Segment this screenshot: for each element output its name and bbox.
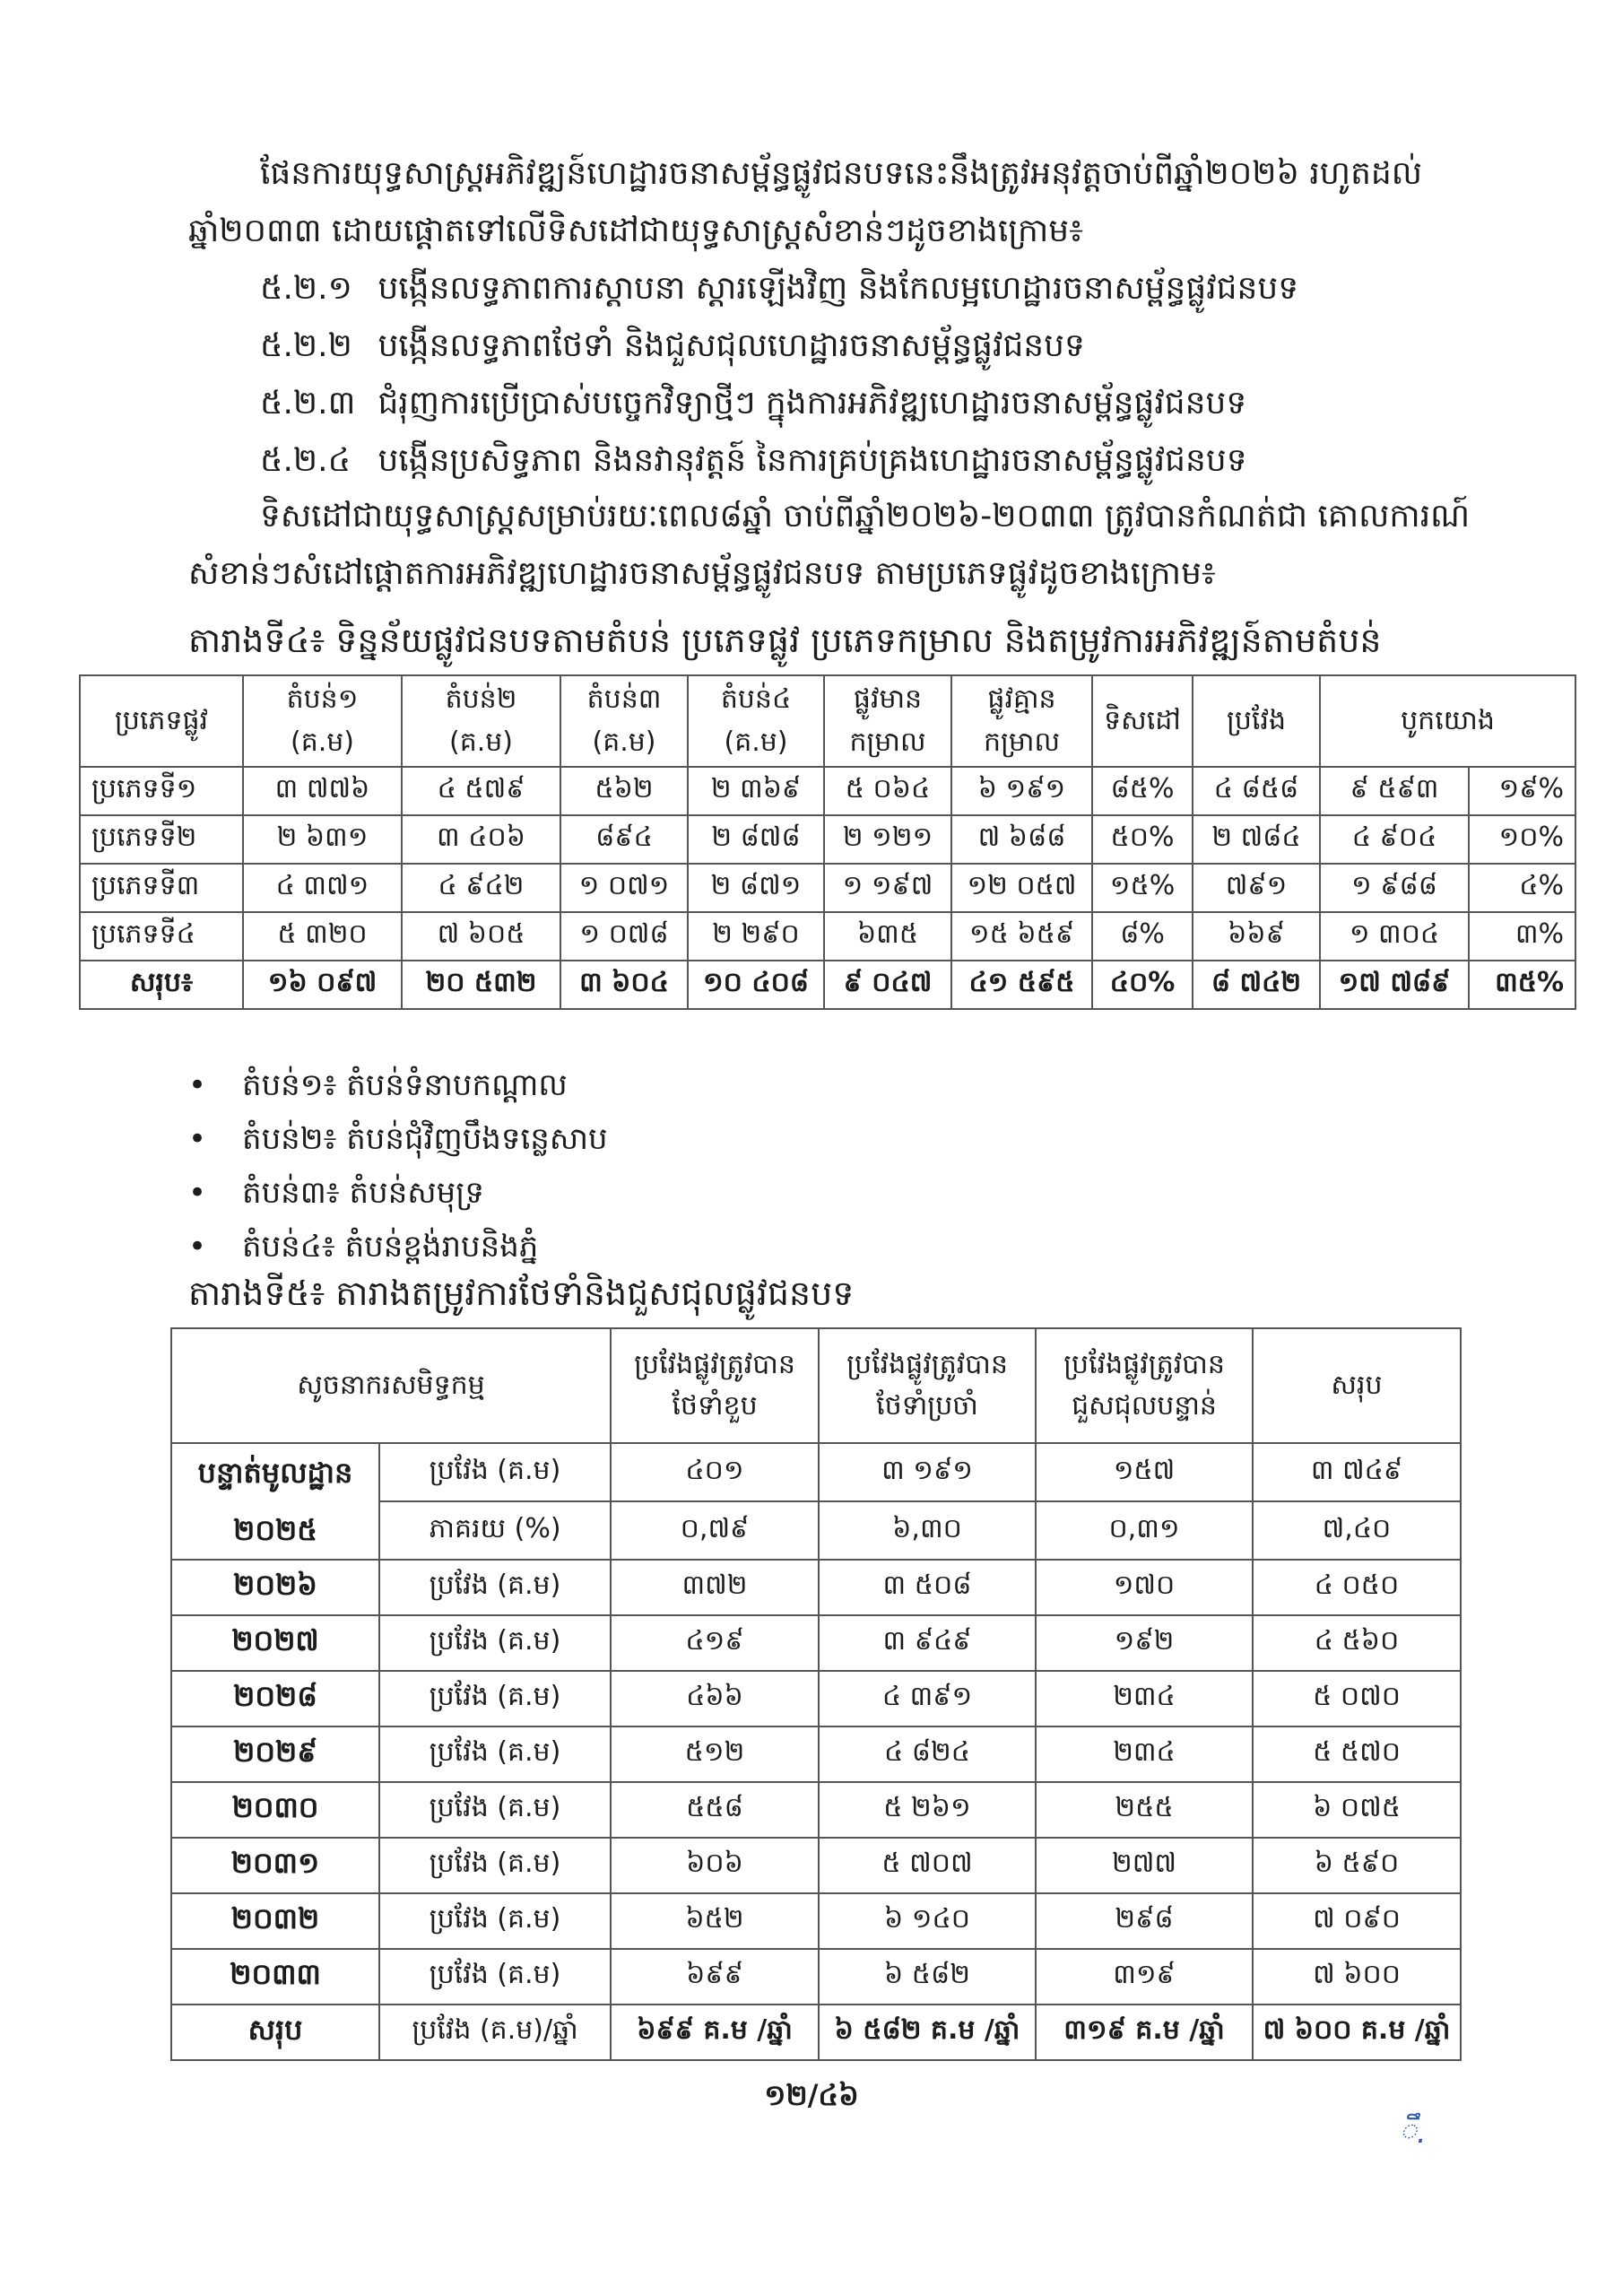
row-label: ប្រភេទទី៣ (80, 864, 243, 912)
table-row (171, 1893, 1461, 1949)
table-cell: ៥ ០៧០ (1253, 1671, 1461, 1726)
table-cell: ៦៩៩ (611, 1949, 819, 2005)
table-cell: ១០% (1469, 815, 1575, 864)
strategy-item (260, 375, 1246, 432)
header-cell: ផ្លូវគ្មាន កម្រាល (951, 675, 1092, 767)
header-cell: ប្រវែងផ្លូវត្រូវបាន ថែទាំប្រចាំ (819, 1328, 1036, 1443)
table-cell: ២ ៣៦៩ (688, 767, 824, 815)
intro-line-2: ឆ្នាំ២០៣៣ ដោយផ្តោតទៅលើទិសដៅជាយុទ្ធសាស្ត្រសំខាន់ៗដូចខាងក្រោម៖ (188, 213, 1083, 249)
table-cell: ៣៥% (1469, 961, 1575, 1009)
table-cell: ៤ ៩០៤ (1320, 815, 1469, 864)
table-cell: ២៧៧ (1036, 1838, 1253, 1893)
table-cell: ១៥ ៦៥៩ (951, 912, 1092, 961)
list-item: • តំបន់២៖ តំបន់ជុំវិញបឹងទន្លេសាប (188, 1112, 608, 1166)
table-cell: ៦,៣០ (819, 1501, 1036, 1560)
table-cell: ៥ ២៦១ (819, 1782, 1036, 1838)
table-cell: ០,៧៩ (611, 1501, 819, 1560)
table-cell: ៧៩១ (1193, 864, 1320, 912)
table-cell: ប្រវែង (គ.ម) (379, 1560, 611, 1615)
table-cell: ប្រវែង (គ.ម) (379, 1838, 611, 1893)
table-cell: ៣ ៥០៨ (819, 1560, 1036, 1615)
table-cell: ១ ៩៨៨ (1320, 864, 1469, 912)
table-cell: ៨៥% (1092, 767, 1193, 815)
table-cell: ២៥៥ (1036, 1782, 1253, 1838)
year-cell: ២០២៦ (171, 1560, 379, 1615)
table-cell: ៣ ៧៤៩ (1253, 1443, 1461, 1501)
table-cell: ២ ២៩០ (688, 912, 824, 961)
table-cell: ២ ៦៣១ (243, 815, 402, 864)
table-row (80, 912, 1575, 961)
table-cell: ០,៣១ (1036, 1501, 1253, 1560)
table-cell: ៦៦៩ (1193, 912, 1320, 961)
table-cell: ២៩៨ (1036, 1893, 1253, 1949)
table-cell: ប្រវែង (គ.ម) (379, 1671, 611, 1726)
table-cell: ១៩២ (1036, 1615, 1253, 1671)
year-cell: ២០៣២ (171, 1893, 379, 1949)
table-cell: ៤ ៣៧១ (243, 864, 402, 912)
strategy-item-number: ៥.២.៤ (260, 442, 352, 479)
table-cell: ៥ ៣២០ (243, 912, 402, 961)
table-cell: ប្រវែង (គ.ម) (379, 1949, 611, 2005)
table-cell: ៩ ០៤៧ (824, 961, 951, 1009)
table-cell: ៧ ៦៨៨ (951, 815, 1092, 864)
table-header-row (171, 1328, 1461, 1443)
table-cell: ១៥៧ (1036, 1443, 1253, 1501)
year-cell: ២០៣១ (171, 1838, 379, 1893)
table-total-row (80, 961, 1575, 1009)
list-item: • តំបន់៣៖ តំបន់សមុទ្រ (188, 1166, 608, 1220)
table-cell: ៩ ៥៩៣ (1320, 767, 1469, 815)
header-cell: តំបន់១ (គ.ម) (243, 675, 402, 767)
table-cell: ១ ០៧១ (560, 864, 688, 912)
table-cell: ២ ១២១ (824, 815, 951, 864)
table-cell: ៤០១ (611, 1443, 819, 1501)
goal-line-1: ទិសដៅជាយុទ្ធសាស្ត្រសម្រាប់រយៈពេល៨ឆ្នាំ ចាប់ពីឆ្នាំ២០២៦-២០៣៣ ត្រូវបានកំណត់ជា គោលការណ៍ (260, 498, 1471, 535)
row-label: ប្រភេទទី២ (80, 815, 243, 864)
table-cell: ប្រវែង (គ.ម) (379, 1726, 611, 1782)
strategy-item-text: បង្កើនលទ្ធភាពការស្តាបនា ស្តារឡើងវិញ និងកែលម្អហេដ្ឋារចនាសម្ព័ន្ធផ្លូវជនបទ (378, 270, 1299, 307)
table-cell: ១៧ ៧៨៩ (1320, 961, 1469, 1009)
year-cell: ២០២៩ (171, 1726, 379, 1782)
table-cell: ៣ ១៩១ (819, 1443, 1036, 1501)
header-cell: តំបន់៤ (គ.ម) (688, 675, 824, 767)
table-cell: ៤ ៥៦០ (1253, 1615, 1461, 1671)
table-cell: ៥ ៥៧០ (1253, 1726, 1461, 1782)
table-cell: ២ ៨៧៨ (688, 815, 824, 864)
table-cell: ៣ ៧៧៦ (243, 767, 402, 815)
table-cell: ៦ ១៤០ (819, 1893, 1036, 1949)
header-cell: បូកយោង (1320, 675, 1575, 767)
header-cell: ទិសដៅ (1092, 675, 1193, 767)
table-cell: ៥០% (1092, 815, 1193, 864)
table-cell: ១០ ៤០៨ (688, 961, 824, 1009)
table-cell: ១៥% (1092, 864, 1193, 912)
table-cell: ៧ ៦០០ (1253, 1949, 1461, 2005)
table-cell: ៧ ០៩០ (1253, 1893, 1461, 1949)
table-cell: ប្រវែង (គ.ម)/ឆ្នាំ (379, 2005, 611, 2060)
table-cell: ៦ ៥៩០ (1253, 1838, 1461, 1893)
table-cell: ៤ ៥៧៩ (402, 767, 560, 815)
table-cell: ៥១២ (611, 1726, 819, 1782)
table-cell: ៥ ០៦៤ (824, 767, 951, 815)
table-cell: ៣ ៦០៤ (560, 961, 688, 1009)
table-cell: ៦ ៥៨២ (819, 1949, 1036, 2005)
table-cell: ៨៩៤ (560, 815, 688, 864)
table-cell: ៤ ៩៤២ (402, 864, 560, 912)
table-cell: ប្រវែង (គ.ម) (379, 1443, 611, 1501)
table-header-row (80, 675, 1575, 767)
table-cell: ៣ ៩៤៩ (819, 1615, 1036, 1671)
table-cell: ៧ ៦០០ គ.ម /ឆ្នាំ (1253, 2005, 1461, 2060)
maintenance-table (170, 1327, 1462, 2061)
table-cell: ២ ៨៧១ (688, 864, 824, 912)
strategy-item-number: ៥.២.១ (260, 270, 352, 307)
strategy-item-text: ជំរុញការប្រើប្រាស់បច្ចេកវិទ្យាថ្មីៗ ក្នុងការអភិវឌ្ឍហេដ្ឋារចនាសម្ព័ន្ធផ្លូវជនបទ (378, 385, 1247, 422)
table-cell: ៣១៩ គ.ម /ឆ្នាំ (1036, 2005, 1253, 2060)
table-cell: ៣៧២ (611, 1560, 819, 1615)
table-cell: ១ ៣០៤ (1320, 912, 1469, 961)
header-cell: ប្រភេទផ្លូវ (80, 675, 243, 767)
table-cell: ៣១៩ (1036, 1949, 1253, 2005)
table-cell: ១២ ០៥៧ (951, 864, 1092, 912)
table-cell: ៧ ៦០៥ (402, 912, 560, 961)
table-cell: ៥៥៨ (611, 1782, 819, 1838)
table-row (171, 1838, 1461, 1893)
table-cell: ប្រវែង (គ.ម) (379, 1615, 611, 1671)
row-label: ប្រភេទទី១ (80, 767, 243, 815)
table-total-row (171, 2005, 1461, 2060)
zone-legend-list (188, 1058, 608, 1274)
goal-line-2: សំខាន់ៗសំដៅផ្តោតការអភិវឌ្ឍហេដ្ឋារចនាសម្ព័ន្ធផ្លូវជនបទ តាមប្រភេទផ្លូវដូចខាងក្រោម៖ (188, 555, 1216, 592)
strategy-item-number: ៥.២.៣ (260, 385, 356, 422)
strategy-item (260, 432, 1247, 490)
year-cell: បន្ទាត់មូលដ្ឋាន ២០២៥ (171, 1443, 379, 1560)
table-cell: ៤១៩ (611, 1615, 819, 1671)
strategy-item (260, 317, 1085, 375)
header-cell: ផ្លូវមាន កម្រាល (824, 675, 951, 767)
table-cell: ៦៩៩ គ.ម /ឆ្នាំ (611, 2005, 819, 2060)
table-row (171, 1726, 1461, 1782)
table-cell: ៣ ៤០៦ (402, 815, 560, 864)
table-cell: ១ ១៩៧ (824, 864, 951, 912)
table-row (171, 1671, 1461, 1726)
table-cell: ២៣៤ (1036, 1671, 1253, 1726)
table-row (171, 1443, 1461, 1501)
header-cell: តំបន់២ (គ.ម) (402, 675, 560, 767)
table-cell: ១៦ ០៩៧ (243, 961, 402, 1009)
table-cell: ១ ០៧៨ (560, 912, 688, 961)
table-cell: ៤៦៦ (611, 1671, 819, 1726)
road-data-table (79, 674, 1576, 1010)
year-cell: ២០៣៣ (171, 1949, 379, 2005)
header-cell: ប្រវែងផ្លូវត្រូវបាន ថែទាំខួប (611, 1328, 819, 1443)
intro-line-1: ផែនការយុទ្ធសាស្ត្រអភិវឌ្ឍន៍ហេដ្ឋារចនាសម្ព័ន្ធផ្លូវជនបទនេះនឹងត្រូវអនុវត្តចាប់ពីឆ្នាំ២០២៦ រហូតដល់ (260, 155, 1423, 192)
table-cell: ២៣៤ (1036, 1726, 1253, 1782)
table-row (171, 1560, 1461, 1615)
table-cell: ៥៦២ (560, 767, 688, 815)
year-cell: ២០២៨ (171, 1671, 379, 1726)
table-row (80, 815, 1575, 864)
table-row (171, 1949, 1461, 2005)
table-row (80, 767, 1575, 815)
header-cell: ប្រវែង (1193, 675, 1320, 767)
header-cell: ប្រវែងផ្លូវត្រូវបាន ជួសជុលបន្ទាន់ (1036, 1328, 1253, 1443)
row-label: ប្រភេទទី៤ (80, 912, 243, 961)
year-cell: ២០៣០ (171, 1782, 379, 1838)
table-cell: ៧,៤០ (1253, 1501, 1461, 1560)
table-cell: ២ ៧៨៤ (1193, 815, 1320, 864)
header-cell: សរុប (1253, 1328, 1461, 1443)
strategy-item-text: បង្កើនប្រសិទ្ធភាព និងនវានុវត្តន៍ នៃការគ្រប់គ្រងហេដ្ឋារចនាសម្ព័ន្ធផ្លូវជនបទ (378, 442, 1247, 479)
handwritten-initials: ឹ. (1399, 2115, 1427, 2151)
strategy-item (260, 260, 1298, 317)
table-row (171, 1615, 1461, 1671)
table-row (171, 1782, 1461, 1838)
table-cell: ប្រវែង (គ.ម) (379, 1893, 611, 1949)
table-cell: ៦៣៥ (824, 912, 951, 961)
table-cell: ៤ ៨២៤ (819, 1726, 1036, 1782)
table-cell: ៤០% (1092, 961, 1193, 1009)
table5-caption: តារាងទី៥៖ តារាងតម្រូវការថែទាំនិងជួសជុលផ្លូវជនបទ (188, 1274, 855, 1313)
table-cell: ៤ ០៥០ (1253, 1560, 1461, 1615)
header-cell: តំបន់៣ (គ.ម) (560, 675, 688, 767)
table-cell: ៣% (1469, 912, 1575, 961)
table-cell: ៦ ១៩១ (951, 767, 1092, 815)
header-cell: សូចនាករសមិទ្ធកម្ម (171, 1328, 611, 1443)
table-cell: ៦៥២ (611, 1893, 819, 1949)
table-cell: ១៩% (1469, 767, 1575, 815)
table-cell: ៤១ ៥៩៥ (951, 961, 1092, 1009)
table-cell: ៦០៦ (611, 1838, 819, 1893)
table-cell: ២០ ៥៣២ (402, 961, 560, 1009)
table-cell: ភាគរយ (%) (379, 1501, 611, 1560)
table-cell: ៥ ៧០៧ (819, 1838, 1036, 1893)
table-cell: ៤ ៣៩១ (819, 1671, 1036, 1726)
year-cell: សរុប (171, 2005, 379, 2060)
table-cell: ៤% (1469, 864, 1575, 912)
table-row (80, 864, 1575, 912)
table-cell: ៨% (1092, 912, 1193, 961)
table-cell: ៦ ៥៨២ គ.ម /ឆ្នាំ (819, 2005, 1036, 2060)
strategy-item-number: ៥.២.២ (260, 327, 352, 364)
table-cell: ៨ ៧៤២ (1193, 961, 1320, 1009)
table-cell: ៦ ០៧៥ (1253, 1782, 1461, 1838)
strategy-item-text: បង្កើនលទ្ធភាពថែទាំ និងជួសជុលហេដ្ឋារចនាសម្ព័ន្ធផ្លូវជនបទ (378, 327, 1085, 364)
page-number: ១២/៤៦ (764, 2078, 859, 2112)
table-cell: ១៧០ (1036, 1560, 1253, 1615)
table-cell: ៤ ៨៥៨ (1193, 767, 1320, 815)
table-cell: ប្រវែង (គ.ម) (379, 1782, 611, 1838)
year-cell: ២០២៧ (171, 1615, 379, 1671)
row-label: សរុប៖ (80, 961, 243, 1009)
list-item: • តំបន់៤៖ តំបន់ខ្ពង់រាបនិងភ្នំ (188, 1220, 608, 1274)
list-item: • តំបន់១៖ តំបន់ទំនាបកណ្តាល (188, 1058, 608, 1112)
table4-caption: តារាងទី៤៖ ទិន្នន័យផ្លូវជនបទតាមតំបន់ ប្រភេទផ្លូវ ប្រភេទកម្រាល និងតម្រូវការអភិវឌ្ឍន៍តាមតំបន់ (188, 621, 1382, 660)
